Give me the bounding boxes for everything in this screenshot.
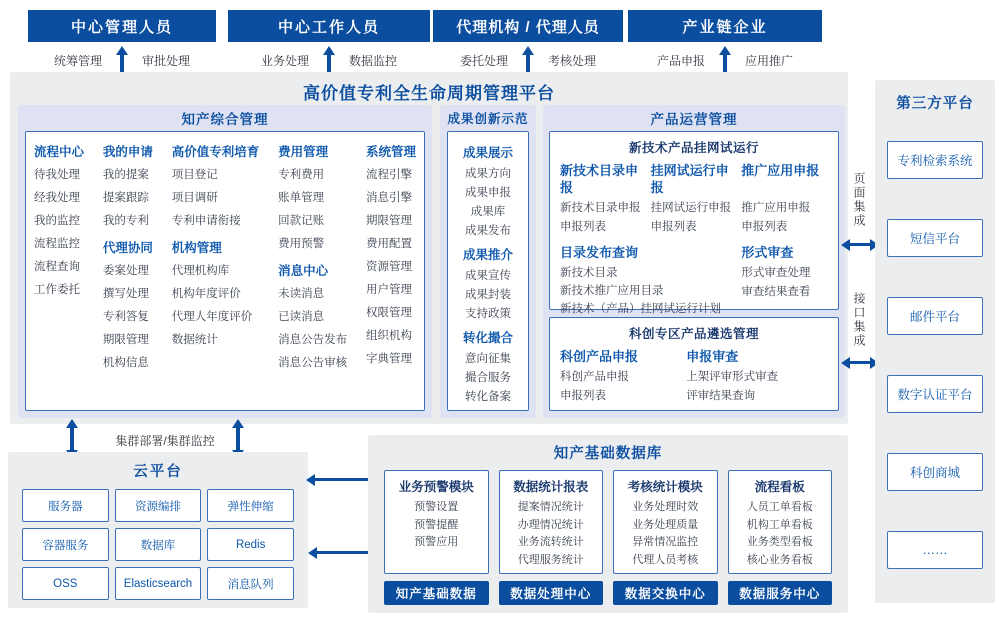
menu-item: 专利申请衔接 bbox=[171, 215, 241, 227]
menu-column bbox=[651, 162, 734, 240]
section-content-box bbox=[25, 131, 425, 411]
cloud-platform-panel bbox=[8, 452, 308, 608]
menu-column bbox=[366, 142, 416, 406]
menu-item: 新技术（产品）挂网试运行计划 bbox=[560, 303, 721, 315]
menu-item: 科创产品申报 bbox=[560, 371, 629, 383]
actor-industry-enterprises bbox=[628, 10, 822, 75]
cloud-service-cell: 弹性伸缩 bbox=[207, 489, 294, 522]
menu-item: 成果封装 bbox=[465, 289, 511, 301]
menu-item: 申报列表 bbox=[741, 221, 788, 233]
section-product-operation bbox=[543, 105, 845, 418]
menu-item: 支持政策 bbox=[465, 308, 511, 320]
module-item: 业务类型看板 bbox=[746, 536, 813, 548]
menu-group-header: 成果展示 bbox=[462, 146, 513, 160]
module-item: 核心业务看板 bbox=[746, 553, 813, 566]
platform-panel bbox=[10, 72, 848, 424]
menu-item: 新技术目录申报 bbox=[560, 202, 641, 214]
module-item: 代理服务统计 bbox=[517, 553, 584, 566]
menu-item: 提案跟踪 bbox=[102, 192, 149, 204]
menu-item: 新技术推广应用目录 bbox=[560, 285, 664, 297]
actor-agencies bbox=[433, 10, 623, 75]
cloud-platform-title: 云平台 bbox=[133, 464, 183, 480]
menu-column bbox=[560, 348, 678, 409]
menu-group-header: 转化撮合 bbox=[462, 331, 513, 345]
menu-group-header: 挂网试运行申报 bbox=[650, 163, 729, 195]
menu-item: 我的监控 bbox=[34, 215, 80, 227]
module-card bbox=[384, 470, 489, 574]
data-center-bar: 数据处理中心 bbox=[499, 581, 604, 605]
menu-group-header: 费用管理 bbox=[278, 145, 329, 159]
module-item: 提案情况统计 bbox=[517, 501, 584, 513]
module-header: 业务预警模块 bbox=[398, 480, 474, 494]
menu-group-header: 高价值专利培育 bbox=[171, 145, 260, 159]
section-title: 产品运营管理 bbox=[650, 112, 738, 127]
double-arrow-vertical-icon bbox=[70, 427, 74, 451]
actor-func-label: 应用推广 bbox=[745, 53, 794, 68]
menu-item: 挂网试运行申报 bbox=[650, 202, 732, 214]
cloud-service-cell: 资源编排 bbox=[115, 489, 202, 522]
actor-func-label: 业务处理 bbox=[260, 53, 309, 68]
menu-item: 代理人年度评价 bbox=[171, 311, 253, 323]
section-content-box bbox=[447, 131, 529, 411]
menu-item: 机构信息 bbox=[102, 357, 149, 369]
menu-column bbox=[560, 162, 643, 240]
subsection-title: 科创专区产品遴选管理 bbox=[628, 327, 759, 341]
menu-item: 期限管理 bbox=[365, 215, 412, 227]
menu-item: 意向征集 bbox=[465, 353, 511, 365]
double-arrow-vertical-icon bbox=[327, 54, 331, 74]
module-item: 异常情况监控 bbox=[632, 536, 699, 548]
menu-item: 专利答复 bbox=[102, 311, 149, 323]
menu-item: 新技术目录 bbox=[560, 267, 618, 279]
menu-item: 代理机构库 bbox=[171, 265, 230, 277]
menu-item: 消息引擎 bbox=[365, 192, 412, 204]
menu-item: 流程引擎 bbox=[365, 169, 412, 181]
menu-item: 账单管理 bbox=[278, 192, 325, 204]
module-item: 业务流转统计 bbox=[517, 536, 584, 548]
menu-item: 专利费用 bbox=[278, 169, 325, 181]
menu-group-header: 申报审查 bbox=[686, 349, 739, 364]
menu-item: 上架评审形式审查 bbox=[686, 371, 779, 383]
menu-item: 撮合服务 bbox=[465, 372, 511, 384]
third-party-item: …… bbox=[887, 531, 983, 569]
subsection-new-tech-trial bbox=[549, 131, 839, 315]
menu-column bbox=[741, 244, 828, 316]
menu-group-header: 消息中心 bbox=[278, 264, 329, 278]
menu-item: 成果库 bbox=[470, 206, 506, 218]
menu-item: 审查结果查看 bbox=[741, 286, 811, 298]
menu-item: 评审结果查询 bbox=[686, 390, 756, 402]
menu-group-header: 推广应用申报 bbox=[741, 163, 820, 178]
cloud-service-cell: Elasticsearch bbox=[115, 567, 202, 600]
third-party-item: 数字认证平台 bbox=[887, 375, 983, 413]
menu-item: 项目调研 bbox=[171, 192, 218, 204]
third-party-item: 专利检索系统 bbox=[887, 141, 983, 179]
database-module bbox=[384, 470, 489, 605]
module-card bbox=[613, 470, 718, 574]
module-header: 考核统计模块 bbox=[627, 480, 703, 494]
menu-column bbox=[103, 142, 153, 406]
actor-title-bar: 产业链企业 bbox=[628, 10, 822, 42]
third-party-item: 短信平台 bbox=[887, 219, 983, 257]
module-item: 机构工单看板 bbox=[746, 518, 813, 531]
menu-item: 机构年度评价 bbox=[171, 288, 241, 300]
menu-item: 我的专利 bbox=[102, 215, 149, 227]
menu-item: 撰写处理 bbox=[102, 288, 149, 300]
menu-group-header: 成果推介 bbox=[462, 248, 513, 262]
third-party-item: 邮件平台 bbox=[887, 297, 983, 335]
module-item: 预警应用 bbox=[414, 536, 459, 548]
module-header: 流程看板 bbox=[754, 480, 805, 494]
menu-column bbox=[34, 142, 84, 406]
section-title: 成果创新示范 bbox=[447, 112, 529, 126]
menu-item: 消息公告审核 bbox=[278, 357, 348, 369]
menu-item: 用户管理 bbox=[365, 284, 412, 296]
module-card bbox=[728, 470, 833, 574]
section-ip-comprehensive-management bbox=[18, 105, 432, 418]
module-item: 预警提醒 bbox=[414, 518, 459, 531]
menu-item: 成果方向 bbox=[465, 168, 511, 180]
actor-title-bar: 中心管理人员 bbox=[28, 10, 216, 42]
data-center-bar: 数据服务中心 bbox=[728, 581, 833, 605]
subsection-sci-tech-selection bbox=[549, 317, 839, 411]
menu-item: 数据统计 bbox=[171, 334, 218, 346]
menu-item: 未读消息 bbox=[278, 288, 325, 300]
menu-item: 推广应用申报 bbox=[741, 202, 811, 214]
menu-column bbox=[278, 142, 347, 406]
cloud-service-cell: Redis bbox=[207, 528, 294, 561]
menu-group-header: 机构管理 bbox=[171, 241, 222, 255]
actor-title-bar: 代理机构 / 代理人员 bbox=[433, 10, 623, 42]
menu-item: 消息公告发布 bbox=[278, 334, 348, 346]
cluster-label: 集群部署/集群监控 bbox=[115, 434, 215, 448]
cloud-service-cell: 消息队列 bbox=[207, 567, 294, 600]
actor-func-label: 统筹管理 bbox=[53, 53, 102, 68]
actor-center-managers bbox=[28, 10, 216, 75]
menu-item: 成果发布 bbox=[465, 225, 511, 237]
menu-column bbox=[172, 142, 260, 406]
ip-database-title: 知产基础数据库 bbox=[553, 446, 663, 462]
menu-group-header: 系统管理 bbox=[365, 145, 416, 159]
double-arrow-vertical-icon bbox=[236, 427, 240, 451]
menu-item: 申报列表 bbox=[560, 390, 606, 402]
cloud-service-cell: 服务器 bbox=[22, 489, 109, 522]
menu-item: 期限管理 bbox=[102, 334, 149, 346]
actor-func-label: 审批处理 bbox=[142, 53, 191, 68]
third-party-title: 第三方平台 bbox=[896, 96, 974, 112]
data-center-bar: 知产基础数据 bbox=[384, 581, 489, 605]
database-module bbox=[613, 470, 718, 605]
module-item: 预警设置 bbox=[414, 501, 459, 513]
cloud-service-cell: 数据库 bbox=[115, 528, 202, 561]
double-arrow-horizontal-icon bbox=[849, 361, 871, 364]
third-party-panel bbox=[875, 80, 995, 603]
menu-item: 转化备案 bbox=[465, 391, 511, 403]
menu-group-header: 形式审查 bbox=[741, 245, 794, 260]
menu-item: 经我处理 bbox=[34, 192, 80, 204]
page-integration-label: 页面集成 bbox=[852, 172, 866, 228]
database-module bbox=[728, 470, 833, 605]
actor-title-bar: 中心工作人员 bbox=[228, 10, 430, 42]
menu-item: 流程查询 bbox=[34, 261, 80, 273]
section-title: 知产综合管理 bbox=[181, 112, 269, 127]
menu-item: 字典管理 bbox=[365, 353, 412, 365]
menu-item: 工作委托 bbox=[34, 284, 80, 296]
module-item: 人员工单看板 bbox=[746, 501, 813, 513]
platform-title: 高价值专利全生命周期管理平台 bbox=[303, 84, 555, 103]
menu-group-header: 我的申请 bbox=[102, 145, 153, 159]
subsection-title: 新技术产品挂网试运行 bbox=[628, 141, 759, 155]
menu-group-header: 代理协同 bbox=[102, 241, 153, 255]
double-arrow-vertical-icon bbox=[723, 54, 727, 74]
menu-column bbox=[686, 348, 828, 409]
api-integration-label: 接口集成 bbox=[852, 292, 866, 348]
menu-group-header: 目录发布查询 bbox=[560, 245, 639, 260]
actor-center-staff bbox=[228, 10, 430, 75]
double-arrow-horizontal-icon bbox=[849, 243, 871, 246]
menu-item: 组织机构 bbox=[365, 330, 412, 342]
menu-item: 资源管理 bbox=[365, 261, 412, 273]
module-item: 办理情况统计 bbox=[517, 518, 584, 531]
third-party-item: 科创商城 bbox=[887, 453, 983, 491]
module-card bbox=[499, 470, 604, 574]
menu-item: 申报列表 bbox=[650, 221, 697, 233]
menu-item: 权限管理 bbox=[365, 307, 412, 319]
menu-item: 成果宣传 bbox=[465, 270, 511, 282]
menu-item: 已读消息 bbox=[278, 311, 325, 323]
menu-item: 流程监控 bbox=[34, 238, 80, 250]
actor-func-label: 考核处理 bbox=[548, 53, 597, 68]
ip-database-panel bbox=[368, 435, 848, 613]
database-module bbox=[499, 470, 604, 605]
menu-group-header: 科创产品申报 bbox=[560, 349, 639, 364]
menu-column bbox=[741, 162, 828, 240]
menu-group-header: 新技术目录申报 bbox=[560, 163, 639, 195]
menu-item: 费用配置 bbox=[365, 238, 412, 250]
menu-item: 费用预警 bbox=[278, 238, 325, 250]
cloud-service-cell: 容器服务 bbox=[22, 528, 109, 561]
menu-item: 形式审查处理 bbox=[741, 267, 811, 279]
menu-group-header: 流程中心 bbox=[34, 145, 85, 159]
module-header: 数据统计报表 bbox=[513, 480, 589, 494]
module-item: 业务处理时效 bbox=[632, 501, 699, 513]
menu-column bbox=[560, 244, 733, 316]
menu-item: 申报列表 bbox=[560, 221, 606, 233]
menu-item: 回款记账 bbox=[278, 215, 325, 227]
actor-func-label: 产品申报 bbox=[656, 53, 705, 68]
menu-item: 项目登记 bbox=[171, 169, 218, 181]
section-achievement-innovation bbox=[440, 105, 536, 418]
menu-item: 委案处理 bbox=[102, 265, 149, 277]
menu-item: 待我处理 bbox=[34, 169, 80, 181]
double-arrow-vertical-icon bbox=[526, 54, 530, 74]
data-center-bar: 数据交换中心 bbox=[613, 581, 718, 605]
menu-item: 我的提案 bbox=[102, 169, 149, 181]
module-item: 业务处理质量 bbox=[632, 518, 699, 531]
menu-item: 成果申报 bbox=[465, 187, 511, 199]
double-arrow-vertical-icon bbox=[120, 54, 124, 74]
cloud-service-cell: OSS bbox=[22, 567, 109, 600]
actor-func-label: 委托处理 bbox=[459, 53, 508, 68]
actor-func-label: 数据监控 bbox=[349, 53, 398, 68]
module-item: 代理人员考核 bbox=[632, 553, 699, 566]
